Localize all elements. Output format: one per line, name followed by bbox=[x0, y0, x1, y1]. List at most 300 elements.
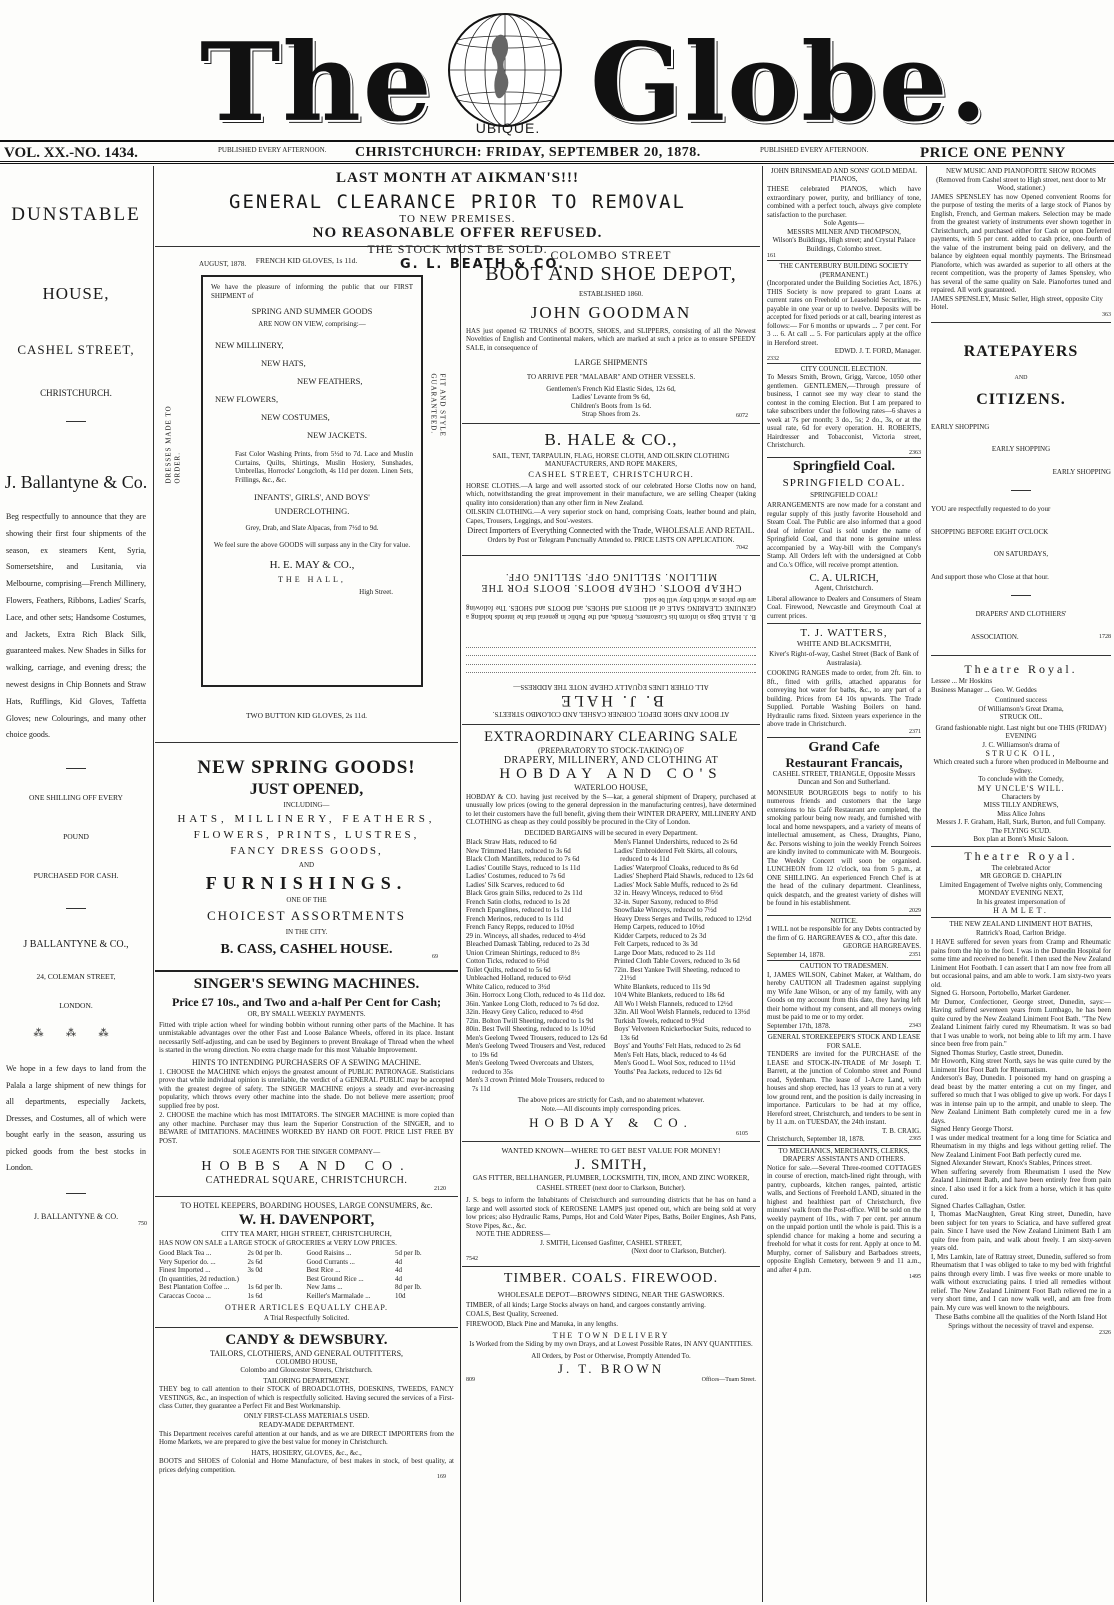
ad-body: HORSE CLOTHS.—A large and well assorted stock of our celebrated Horse Cloths now on hand, which, notwithstanding the great improvement in their manufacture, we are selling Cheaper (taking quality into consideration) than any other firm in New Zealand. bbox=[466, 481, 756, 507]
ad-line: INCLUDING— bbox=[283, 801, 330, 809]
ad-number: 2029 bbox=[909, 907, 921, 914]
ad-number: 1728 bbox=[1099, 633, 1111, 640]
ad-body: FIREWOOD, Black Pine and Manuka, in any lengths. bbox=[466, 1319, 619, 1328]
ad-line: STRUCK OIL. bbox=[999, 713, 1043, 721]
price-row bbox=[159, 1249, 454, 1258]
ad-number: 2326 bbox=[1099, 1330, 1111, 1336]
price-cell: 1s 6d per lb. bbox=[247, 1283, 283, 1291]
ad-heading: COLOMBO STREET bbox=[550, 248, 672, 262]
ad-line: THE STOCK MUST BE SOLD. bbox=[367, 242, 548, 256]
price-cell: Good Raisins ... bbox=[306, 1249, 352, 1257]
hale-ad bbox=[462, 430, 760, 551]
price-list-item: 80in. Best Twill Sheeting, reduced to 1s 10½d bbox=[466, 1025, 596, 1033]
ad-line: Limited Engagement of Twelve nights only, Commencing bbox=[939, 880, 1103, 889]
published-note-right: PUBLISHED EVERY AFTERNOON. bbox=[760, 146, 869, 154]
ad-body: ARRANGEMENTS are now made for a constant and regular supply of this justly favorite Household and Steam Coal. The Public are also informed that a good deal of inferior Coal is sold under the name of Springfield Coal, and that none is genuine unless accompanied by a Way-bill with the Company's Stamp. All Orders left with the undersigned at Cobb and Co.'s Office, will receive prompt attention. bbox=[767, 501, 921, 569]
price-list-item: Snowflake Winceys, reduced to 7½d bbox=[614, 906, 717, 914]
ad-line: HATS, HOSIERY, GLOVES, &c., &c., bbox=[251, 1448, 362, 1457]
price-list-item: Turkish Towels, reduced to 9½d bbox=[614, 1016, 705, 1025]
ad-line: CITY TEA MART, HIGH STREET, CHRISTCHURCH, bbox=[221, 1228, 392, 1238]
ad-line: COLOMBO HOUSE, bbox=[275, 1357, 338, 1366]
ad-heading: TIMBER. COALS. FIREWOOD. bbox=[503, 1270, 719, 1286]
ad-line: Price £7 10s., and Two and a-half Per Cent for Cash; bbox=[171, 995, 442, 1009]
ad-line: NOTE THE ADDRESS— bbox=[476, 1230, 551, 1238]
ad-line: Note.—All discounts imply corresponding prices. bbox=[541, 1104, 681, 1113]
ad-line: (Next door to Clarkson, Butcher). bbox=[631, 1247, 726, 1255]
ad-heading: THE NEW ZEALAND LINIMENT HOT BATHS, bbox=[949, 920, 1093, 928]
price-list-item: French Satin cloths, reduced to 1s 2d bbox=[466, 897, 570, 906]
price-list-item: Ladies' Waterproof Cloaks, reduced to 8s 6d bbox=[614, 863, 739, 872]
ad-number: 363 bbox=[1102, 311, 1111, 318]
hale-inverted-ad bbox=[462, 560, 760, 720]
ad-line: HINTS TO INTENDING PURCHASERS OF A SEWING MACHINE. bbox=[191, 1057, 422, 1067]
price-list-item: 72in. Best Yankee Twill Sheeting, reduced to 21½d bbox=[614, 965, 740, 982]
item-line: NEW HATS, bbox=[261, 358, 306, 368]
ad-line: WHOLESALE DEPOT—BROWN'S SIDING, NEAR THE GASWORKS. bbox=[497, 1289, 725, 1299]
ad-line: Agent, Christchurch. bbox=[814, 584, 874, 592]
column-4 bbox=[764, 166, 924, 1280]
davenport-ad bbox=[155, 1201, 458, 1323]
ad-line: All Orders, by Post or Otherwise, Promptly Attended To. bbox=[531, 1351, 691, 1360]
price-list-item: Ladies' Silk Scarves, reduced to 6d bbox=[466, 880, 565, 889]
firm-name: B. HALE & CO., bbox=[544, 429, 678, 449]
ad-heading: CHEAP BOOTS. CHEAP BOOTS. BOOTS FOR THE MILLION. SELLING OFF. SELLING OFF. bbox=[480, 571, 742, 593]
ad-line: EARLY SHOPPING bbox=[1052, 467, 1111, 476]
ad-line: Children's Boots from 1s 6d. bbox=[570, 401, 652, 410]
ad-line: Which created such a furore when produced in Melbourne and Sydney. bbox=[933, 758, 1109, 775]
ad-body: Mr Howorth, King street North, says he was quite cured by the Liniment Hot Foot Bath for Rheumatism. bbox=[931, 1057, 1111, 1074]
ad-number: 2332 bbox=[767, 355, 779, 362]
price-list-item: 36in. Yankee Long Cloth, reduced to 7s 6d doz. bbox=[466, 999, 600, 1008]
ad-body: THEY beg to call attention to their STOCK of BROADCLOTHS, DOESKINS, TWEEDS, FANCY VESTINGS, &c., an inspection of which is respectfully solicited. Having secured the services of a First-class Cutter, they guarantee a Perfect Fit and Best Workmanship. bbox=[159, 1385, 454, 1410]
ad-line: Colombo and Gloucester Streets, Christchurch. bbox=[240, 1366, 373, 1374]
ad-line: UNDERCLOTHING. bbox=[274, 506, 350, 516]
ad-body: OILSKIN CLOTHING.—A very superior stock on hand, comprising Coats, leather bound and plain, Capes, Trousers, Leggings, and Sou'-westers. bbox=[466, 508, 756, 525]
price-cell: New Jams ... bbox=[306, 1283, 343, 1291]
price-list-item: Boys' Velveteen Knickerbocker Suits, reduced to 13s 6d bbox=[614, 1025, 751, 1042]
ad-number: 750 bbox=[138, 1220, 147, 1227]
ad-body: This Department receives careful attention at our hands, and as we are DIRECT IMPORTERS from the Home Markets, we are prepared to give the best value for money in Christchurch. bbox=[159, 1429, 454, 1446]
price-cell: 5d per lb. bbox=[395, 1249, 422, 1257]
ad-line: ONLY FIRST-CLASS MATERIALS USED. bbox=[243, 1411, 370, 1420]
price-list-item: Men's Geelong Tweed Overcoats and Ulsters, reduced to 35s bbox=[466, 1059, 594, 1076]
price-row bbox=[159, 1258, 454, 1267]
ad-line: Lessee ... Mr Hoskins bbox=[931, 677, 993, 685]
ad-body: 2. CHOOSE the machine which has most IMITATORS. The SINGER MACHINE is more copied than any other machine. Purchaser may thus learn the Superior Construction of the SINGER, and to BEWARE of IMITATIONS. MACHINES WORKED BY HAND OR FOOT. PRICE LIST FREE BY POST. bbox=[159, 1111, 454, 1145]
ad-number: 2371 bbox=[909, 728, 921, 735]
price-list-item: Black Straw Hats, reduced to 6d bbox=[466, 838, 557, 846]
ad-line: LONDON. bbox=[59, 1001, 93, 1011]
price-list-item: Youths' Pea Jackets, reduced to 12s 6d bbox=[614, 1067, 722, 1076]
ad-line: GAS FITTER, BELLHANGER, PLUMBER, LOCKSMITH, TIN, IRON, AND ZINC WORKER, bbox=[472, 1174, 750, 1182]
price-cell: 2s 0d per lb. bbox=[247, 1249, 283, 1257]
ad-line: J. SMITH, Licensed Gasfitter, CASHEL STREET, bbox=[540, 1238, 682, 1247]
ad-line: MY UNCLE'S WILL. bbox=[977, 783, 1065, 793]
column-rule bbox=[762, 166, 763, 1602]
ad-line: Continued success bbox=[995, 696, 1047, 704]
ad-line: Messrs J. F. Graham, Hall, Stark, Burton, and full Company. bbox=[936, 818, 1106, 826]
ad-line: SOLE AGENTS FOR THE SINGER COMPANY— bbox=[232, 1148, 381, 1156]
ad-body: Fitted with triple action wheel for winding bobbin without running other parts of the Machine. It has unmistakable advantages over the other Fast and Loose Balance Wheels, offered in its place. Instant necessarily Self-adjusting, and can be used by Beginners to prevent Breakage of Thread when the wheel is started in the wrong direction. No extra charge made for this most Valuable Improvement. bbox=[159, 1020, 454, 1054]
price-row bbox=[159, 1283, 454, 1292]
ad-body: THESE celebrated PIANOS, which have extraordinary power, purity, and brilliancy of tone, combined with a perfect touch, always give complete satisfaction to the purchaser. bbox=[767, 185, 921, 219]
ad-line: Box plan at Bonn's Music Saloon. bbox=[973, 835, 1069, 843]
ad-heading: NEW MUSIC AND PIANOFORTE SHOW ROOMS bbox=[945, 167, 1097, 175]
ad-body: BOOTS and SHOES of Colonial and Home Manufacture, of best makes in stock, of best quality, at prices defying competition. bbox=[159, 1457, 454, 1474]
price-list-item: Kidder Carpets, reduced to 2s 3d bbox=[614, 931, 707, 940]
column-3 bbox=[462, 244, 760, 1383]
price-cell: 10d bbox=[395, 1291, 406, 1300]
ad-heading: GENERAL CLEARANCE PRIOR TO REMOVAL bbox=[229, 191, 686, 213]
price-list-item: French Epanglines, reduced to 1s 11d bbox=[466, 906, 572, 914]
ad-date: AUGUST, 1878. bbox=[199, 260, 247, 268]
column-rule bbox=[926, 166, 927, 1602]
price-cell: Keiller's Marmalade ... bbox=[306, 1291, 371, 1300]
place-date: CHRISTCHURCH: FRIDAY, SEPTEMBER 20, 1878. bbox=[355, 145, 701, 160]
ad-line: TAILORS, CLOTHIERS, AND GENERAL OUTFITTERS, bbox=[209, 1348, 404, 1358]
firm-name: W. H. DAVENPORT, bbox=[238, 1211, 375, 1228]
ad-heading: CITIZENS. bbox=[976, 390, 1066, 408]
price-list-item: Ladies' Embroidered Felt Skirts, all colours, reduced to 4s 11d bbox=[614, 846, 738, 863]
ad-body: TENDERS are invited for the PURCHASE of the LEASE and STOCK-IN-TRADE of Mr Joseph T. Barrett, at the junction of Colombo street and Pound road, Sydenham. The lease of 1-Acre Land, with houses and shop erected, has 13 years to run at a very low ground rent, and the position is daily increasing in importance. Particulars to be had at my office, Hereford street, Christchurch, and tenders to be sent in by 11 a.m. on TUESDAY, the 24th instant. bbox=[767, 1050, 921, 1126]
ad-body: (Incorporated under the Building Societies Act, 1876.) THIS Society is now prepared to grant Loans at current rates on Freehold or Leasehold Securities, re-payable in one year or up to twelve. Deposits will be accepted for fixed periods or at call, bearing interest as follows:— For 6 months or upwards ... 7 per cent. For 3 ... 6. At call ... 5. For particulars apply at the office in Hereford street. bbox=[767, 279, 921, 347]
ad-line: CATHEDRAL SQUARE, CHRISTCHURCH. bbox=[205, 1174, 408, 1186]
ad-body: HAS just opened 62 TRUNKS of BOOTS, SHOES, and SLIPPERS, consisting of all the Newest Novelties of English and Continental makers, which are marked at such a price as to ensure SPEEDY SALE, in consequence of bbox=[466, 326, 756, 352]
price-list-item: Ladies' Costumes, reduced to 7s 6d bbox=[466, 872, 565, 880]
ad-number: 2365 bbox=[909, 1136, 921, 1142]
price-list bbox=[466, 621, 756, 681]
ad-line: ON SATURDAYS, bbox=[993, 550, 1049, 558]
ad-body: MONSIEUR BOURGEOIS begs to notify to his numerous friends and customers that the large extensions to his Café Restaurant are completed, the smoking parlour being now ready, and furnished with local and home newspapers, and a variety of means of intellectual amusement, as Chess, Draughts, Piano, &c. Persons wishing to join the weekly French Soirees are kindly invited to communicate with M. Bourgeois. The Weekly Concert will soon be organised. LUNCHEON from 12 o'clock, tea from 5 p.m., at ONE SHILLING. An experienced French Chef is at the head of the culinary department. Cleanliness, quick despatch, and the greatest variety of dishes will be found in his establishment. bbox=[767, 788, 921, 907]
price-cell: 2s 6d bbox=[247, 1257, 263, 1266]
ad-heading: Theatre Royal. bbox=[964, 848, 1078, 863]
ad-heading: LAST MONTH AT AIKMAN'S!!! bbox=[336, 170, 579, 186]
price: PRICE ONE PENNY bbox=[920, 145, 1066, 161]
ad-heading: Springfield Coal. bbox=[793, 458, 895, 474]
ad-line: SHOPPING BEFORE EIGHT O'CLOCK bbox=[931, 527, 1049, 536]
price-cell: 1s 6d bbox=[247, 1291, 263, 1300]
ad-body: JAMES SPENSLEY has now Opened convenient Rooms for the purpose of testing the merits of a large stock of Pianos by English, French, and German makers. Selection may be made from the greatest variety of instruments ever shown together in Christchurch, and purchased either for Cash or upon Deferred payments, with 5 per cent. added to cash price, one-fourth of the value of the instrument being paid on delivery, and the balance by eighteen equal monthly payments. The Brinsmead Pianoforte, which was awarded as superior to all others at the recent competition, was the property of James Spensley, who has several of the same quality on Sale. Pianofortes tuned and repaired. All work guaranteed. bbox=[931, 192, 1111, 294]
ad-line: We feel sure the above GOODS will surpass any in the City for value. bbox=[213, 540, 411, 549]
column-rule bbox=[460, 244, 461, 1602]
ad-signature: Signed G. Horsoon, Portobello, Market Gardener. bbox=[931, 989, 1071, 997]
price-list-item: White Blankets, reduced to 11s 9d bbox=[614, 982, 711, 991]
price-list-item: 10/4 White Blankets, reduced to 18s 6d bbox=[614, 991, 725, 999]
ad-number: 2120 bbox=[434, 1185, 446, 1192]
firm-name: B. J. HALE bbox=[558, 692, 664, 709]
dunstable-house-ad bbox=[0, 166, 152, 1227]
ad-line: STRUCK OIL, bbox=[985, 749, 1057, 758]
ad-line: 24, COLEMAN STREET, bbox=[36, 972, 116, 982]
ad-line: HAMLET. bbox=[993, 906, 1049, 915]
price-cell bbox=[248, 1275, 307, 1284]
ad-heading: SPRINGFIELD COAL. bbox=[782, 476, 906, 489]
price-cell: Best Rice ... bbox=[306, 1266, 341, 1274]
ad-body: Fast Color Washing Prints, from 5½d to 7d. Lace and Muslin Curtains, Quilts, Shirtings, Muslin Hosiery, Sunshades, Umbrellas, Horrocks' Longcloth, 4s 11d per dozen. Linen Sets, Frillings, &c., &c. bbox=[235, 450, 413, 484]
ad-number: 161 bbox=[767, 253, 776, 259]
price-list-item bbox=[466, 664, 756, 673]
ad-number: 69 bbox=[432, 954, 438, 960]
price-cell: Good Currants ... bbox=[306, 1257, 355, 1266]
ad-line: To conclude with the Comedy, bbox=[978, 775, 1064, 783]
price-list-item: Large Door Mats, reduced to 2s 11d bbox=[614, 948, 715, 957]
price-list-item: French Merinos, reduced to 1s 11d bbox=[466, 914, 564, 923]
ad-line: EARLY SHOPPING bbox=[931, 422, 990, 431]
volume-number: VOL. XX.-NO. 1434. bbox=[4, 145, 138, 161]
column-5 bbox=[928, 166, 1114, 1336]
price-list-item: Men's 3 crown Printed Mole Trousers, reduced to 7s 11d bbox=[466, 1076, 605, 1093]
ad-line: The above prices are strictly for Cash, and no abatement whatever. bbox=[517, 1096, 705, 1104]
ad-line: PURCHASED FOR CASH. bbox=[33, 871, 119, 881]
ad-body: TIMBER, of all kinds; Large Stocks always on hand, and cargoes constantly arriving. bbox=[466, 1300, 706, 1309]
ad-line: J. C. Williamson's drama of bbox=[982, 740, 1060, 749]
price-list-left bbox=[466, 838, 608, 1093]
ad-line: WHITE AND BLACKSMITH, bbox=[796, 639, 892, 648]
price-list-item: 36in. Horrocx Long Cloth, reduced to 4s 11d doz. bbox=[466, 991, 606, 999]
ad-line: Miss Alice Johns bbox=[997, 809, 1045, 818]
ad-heading: Grand Cafe bbox=[808, 739, 880, 755]
ad-heading: GENERAL STOREKEEPER'S STOCK AND LEASE FOR SALE. bbox=[767, 1033, 921, 1050]
title-globe: Globe. bbox=[590, 20, 990, 146]
price-cell: 4d bbox=[395, 1274, 402, 1283]
ad-line: Of Williamson's Great Drama, bbox=[978, 704, 1064, 713]
price-list-item: 32 in. Heavy Winceys, reduced to 6½d bbox=[614, 889, 723, 897]
ad-line: High Street. bbox=[359, 588, 393, 596]
price-list-item: Men's Flannel Undershirts, reduced to 2s 6d bbox=[614, 838, 738, 846]
ad-line: OR, BY SMALL WEEKLY PAYMENTS. bbox=[247, 1010, 366, 1018]
item-line: NEW COSTUMES, bbox=[261, 412, 330, 422]
ad-body: I was under medical treatment for a long time for Sciatica and Rheumatism in my thighs and legs without getting relief. The New Zealand Liniment Foot Bath perfectly cured me. bbox=[931, 1133, 1111, 1159]
ad-heading: CANDY & DEWSBURY. bbox=[225, 1331, 388, 1348]
ad-signature: JAMES SPENSLEY, Music Seller, High street, opposite City Hotel. bbox=[931, 294, 1103, 311]
price-list-item: Union Crimean Shirtings, reduced to 8½ bbox=[466, 948, 580, 957]
price-list-item: Heavy Dress Serges and Twills, reduced to 12½d bbox=[614, 914, 752, 923]
ad-line: Strap Shoes from 2s. bbox=[581, 410, 641, 418]
ad-heading: CAUTION TO TRADESMEN. bbox=[799, 962, 889, 970]
ad-heading: RATEPAYERS bbox=[963, 342, 1079, 360]
ad-heading: Theatre Royal. bbox=[964, 662, 1078, 676]
globe-icon bbox=[445, 10, 565, 130]
firm-name: C. A. ULRICH, bbox=[809, 572, 879, 584]
ad-signature: EDWD. J. T. FORD, Manager. bbox=[834, 347, 921, 355]
ad-line: Wilson's Buildings, High street; and Crystal Palace Buildings, Colombo street. bbox=[772, 236, 916, 253]
side-text: DRESSES MADE TO ORDER. bbox=[164, 405, 181, 484]
ad-line: TO NEW PREMISES. bbox=[399, 213, 516, 225]
firm-name: T. J. WATTERS, bbox=[800, 627, 888, 639]
price-row bbox=[159, 1266, 454, 1275]
price-cell: Best Plantation Coffee ... bbox=[159, 1283, 230, 1291]
firm-name: JOHN GOODMAN bbox=[530, 302, 692, 322]
ad-body: We have the pleasure of informing the public that our FIRST SHIPMENT of bbox=[211, 283, 413, 300]
ad-line: MR GEORGE D. CHAPLIN bbox=[980, 872, 1062, 880]
ad-date: Christchurch, September 18, 1878. bbox=[767, 1135, 865, 1143]
ad-line: FRENCH KID GLOVES, 1s 11d. bbox=[255, 256, 358, 265]
ad-body: I HAVE suffered for seven years from Cramp and Rheumatic pains from the hip to the foot. I was in the Dunedin Hospital for some time and received no benefit. I then used the New Zealand Liniment Hot Footbath. I can assert that I am now free from all but occasional pains, and am able to work. I am sixty-two years old. bbox=[931, 938, 1111, 989]
ad-heading: NOTICE. bbox=[830, 916, 858, 925]
ad-body: HAS NOW ON SALE a LARGE STOCK of GROCERIES at VERY LOW PRICES. bbox=[159, 1238, 397, 1247]
column-rule bbox=[153, 166, 154, 1602]
masthead bbox=[0, 0, 1114, 150]
ad-line: ESTABLISHED 1860. bbox=[579, 290, 643, 298]
price-list-item: French Fancy Repps, reduced to 10½d bbox=[466, 923, 574, 931]
brown-ad bbox=[462, 1271, 760, 1384]
ad-date: September 14, 1878. bbox=[767, 950, 825, 959]
singer-ad bbox=[155, 976, 458, 1192]
ad-heading: JUST OPENED, bbox=[249, 781, 364, 798]
ad-heading: DUNSTABLE bbox=[11, 204, 141, 225]
price-cell: 4d bbox=[395, 1257, 402, 1266]
item-line: NEW FLOWERS, bbox=[215, 394, 279, 404]
ad-heading: NEW SPRING GOODS! bbox=[197, 757, 416, 778]
price-list-item: Men's Geelong Tweed Trousers, reduced to 12s 6d bbox=[466, 1033, 608, 1042]
candy-dewsbury-ad bbox=[155, 1332, 458, 1481]
ornament: ⁂ ⁂ ⁂ bbox=[33, 1028, 119, 1040]
price-list-item bbox=[466, 672, 756, 681]
ad-line: TAILORING DEPARTMENT. bbox=[263, 1376, 350, 1385]
price-list-item: Printed Cloth Table Covers, reduced to 3s 6d bbox=[614, 957, 740, 965]
ad-number: 169 bbox=[437, 1474, 446, 1480]
price-list-item: 72in. Bolton Twill Sheeting, reduced to 1s 9d bbox=[466, 1016, 594, 1025]
ad-signature: Signed Thomas Sturley, Castle street, Dunedin. bbox=[931, 1048, 1064, 1057]
ad-line: IN THE CITY. bbox=[285, 928, 328, 936]
ad-line: SPRINGFIELD COAL! bbox=[810, 490, 878, 499]
title-the: The bbox=[200, 20, 434, 146]
ad-line: LARGE SHIPMENTS bbox=[574, 358, 648, 367]
ad-body: I WILL not be responsible for any Debts contracted by the firm of G. HARGREAVES & CO., after this date. bbox=[767, 925, 921, 942]
ad-body: COOKING RANGES made to order, from 2ft. 6in. to 8ft., fitted with grills, attached apparatus for conveying hot water for baths, &c., to any part of a building. Prices from £4 10s upwards. The Trade Supplied. Portable Washing Boilers on hand. Hydraulic rams fixed. Sixteen years experience in the above trade in Christchurch. bbox=[767, 669, 921, 728]
price-list-right bbox=[614, 838, 756, 1093]
firm-name: MESSRS MILNER AND THOMPSON, bbox=[787, 227, 901, 236]
ad-line: HATS, MILLINERY, FEATHERS, bbox=[177, 813, 436, 825]
price-list-item: Cotton Ticks, reduced to 6½d bbox=[466, 957, 549, 965]
cass-ad bbox=[155, 747, 458, 960]
ad-heading: CHRISTCHURCH. bbox=[40, 388, 112, 398]
ad-line: The FLYING SCUD. bbox=[991, 826, 1051, 835]
ad-line: ASSOCIATION. bbox=[971, 632, 1019, 641]
price-cell: 8d per lb. bbox=[395, 1283, 422, 1291]
ad-line: Ladies' Levante from 9s 6d, bbox=[571, 393, 651, 401]
item-line: NEW FEATHERS, bbox=[297, 376, 363, 386]
ad-body: We hope in a few days to land from the Palala a large shipment of new things for all departments, especially Jackets, Dresses, and Costumes, all of which were bought early in the season, assuring us picked goods from the best stocks in London. bbox=[6, 1064, 146, 1173]
dateline bbox=[0, 140, 1114, 164]
ad-line: Kiver's Right-of-way, Cashel Street (Back of Bank of Australasia). bbox=[769, 650, 919, 667]
ad-line: Offices—Tuam Street. bbox=[701, 1377, 756, 1383]
ad-line: WATERLOO HOUSE, bbox=[574, 782, 648, 792]
ad-line: Sole Agents— bbox=[823, 219, 865, 227]
firm-name: G. L. BEATH & CO. bbox=[400, 257, 566, 272]
ad-heading: EXTRAORDINARY CLEARING SALE bbox=[484, 728, 738, 745]
column-2 bbox=[155, 244, 458, 1480]
ad-heading: CITY COUNCIL ELECTION. bbox=[800, 364, 888, 373]
ad-signature: GEORGE HARGREAVES. bbox=[842, 942, 921, 950]
ad-line: FLOWERS, PRINTS, LUSTRES, bbox=[193, 829, 420, 841]
ad-signature: Signed Charles Callaghan, Ostler. bbox=[931, 1201, 1026, 1210]
price-cell: Very Superior do. ... bbox=[159, 1257, 216, 1266]
ad-line: AND bbox=[298, 861, 315, 869]
ad-line: A Trial Respectfully Solicited. bbox=[263, 1314, 350, 1322]
price-list-item bbox=[466, 655, 756, 664]
ad-number: 6072 bbox=[736, 412, 748, 419]
ad-signature: Signed Alexander Stewart, Knox's Stables, Princes street. bbox=[931, 1159, 1092, 1167]
ad-body: Beg respectfully to announce that they are showing their first four shipments of the season, ex steamers Kent, Syria, Somersetshire, and Lusitania, via Melbourne, comprising—French Millinery, Flowers, Feathers, Ribbons, Ladies' Scarfs, Lace, and other sets; Handsome Costumes, and Jackets, Extra Rich Black Silk, guaranteed makes. New Shades in Silks for walking, carriage, and evening dress; the newest designs in Chip Bonnets and Straw Hats, Rufflings, Kid Gloves, Taffetta Gloves; new Colourings, and many other choice goods. bbox=[6, 512, 146, 740]
motto: UBIQUE. bbox=[475, 120, 541, 136]
ad-line: POUND bbox=[63, 832, 89, 842]
ad-line: ONE OF THE bbox=[286, 896, 327, 904]
price-list-item: Black Gros grain Silks, reduced to 2s 11d bbox=[466, 889, 583, 897]
ad-line: TO HOTEL KEEPERS, BOARDING HOUSES, LARGE CONSUMERS, &c. bbox=[180, 1200, 433, 1210]
firm-name: J BALLANTYNE & CO., bbox=[23, 939, 129, 951]
ad-line: THE HALL, bbox=[278, 575, 346, 584]
price-list-item: 29 in. Winceys, all shades, reduced to 4½d bbox=[466, 931, 586, 940]
ad-line: ARE NOW ON VIEW, comprising:— bbox=[258, 320, 366, 328]
price-list-item: Hemp Carpets, reduced to 10½d bbox=[614, 923, 705, 931]
ad-heading: NO REASONABLE OFFER REFUSED. bbox=[312, 225, 603, 241]
published-note-left: PUBLISHED EVERY AFTERNOON. bbox=[218, 146, 327, 154]
price-list-item: Men's Good L. Wool Sox, reduced to 11½d bbox=[614, 1059, 736, 1067]
price-list-item: Bleached Damask Tabling, reduced to 2s 3d bbox=[466, 940, 590, 948]
firm-name: J. Ballantyne & Co. bbox=[4, 472, 148, 492]
side-text: FIT AND STYLE GUARANTEED. bbox=[430, 373, 447, 437]
ad-heading: BOOT AND SHOE DEPOT, bbox=[485, 263, 737, 285]
ad-line: Grey, Drab, and Slate Alpacas, from 7½d to 9d. bbox=[245, 524, 379, 532]
price-list-item: Boys' and Youths' Felt Hats, reduced to 2s 6d bbox=[614, 1042, 741, 1050]
ad-line: TWO BUTTON KID GLOVES, 2s 11d. bbox=[245, 711, 368, 720]
ad-body: Mr Dumor, Confectioner, George street, Dunedin, says:—Having suffered seventeen years from Lumbago, he has been quite cured by the New Zealand Liniment Foot Bath. "The New Zealand Liniment fairly cured my Rheumatism. It was so bad that I was unable to work, not being able to lift my arm. I have since been free from pain." bbox=[931, 997, 1111, 1048]
firm-name: J. SMITH, bbox=[574, 1157, 648, 1173]
ad-line: AND bbox=[1014, 374, 1028, 381]
firm-name: B. CASS, CASHEL HOUSE. bbox=[220, 942, 393, 957]
price-cell: (In quantities, 2d reduction.) bbox=[159, 1274, 239, 1283]
ad-body: I, Thomas MacNaughten, Great King street, Dunedin, have been subject for ten years to Sciatica, and have suffered great pain. Since I have used the New Zealand Liniment Bath I am quite free from pain, and walk about freely. I am sixty-seven years old. bbox=[931, 1210, 1111, 1252]
ad-line: These Baths combine all the qualities of the North Island Hot Springs without the necessity of travel and expense. bbox=[935, 1313, 1107, 1330]
may-ad-box bbox=[201, 275, 423, 687]
ad-heading: JOHN BRINSMEAD AND SONS' GOLD MEDAL PIANOS, bbox=[770, 167, 918, 183]
ad-line: DRAPERS' AND CLOTHIERS' bbox=[975, 610, 1067, 618]
ad-line: THE TOWN DELIVERY bbox=[552, 1331, 670, 1340]
ad-line: AT BOOT AND SHOE DEPOT, CORNER CASHEL AND COLOMBO STREETS. bbox=[492, 709, 730, 718]
hobday-ad bbox=[462, 729, 760, 1138]
ad-body: J. S. begs to inform the Inhabitants of Christchurch and surrounding districts that he has on hand a large and well assorted stock of KEROSENE LAMPS just opened out, which are being sold at very low prices; also Hydraulic Rams, Pumps, Hot and Cold Water Pipes, Baths, Boiler Engines, Ash Pans, Stove Pipes, &c., &c. bbox=[466, 1196, 756, 1230]
ad-number: 1495 bbox=[909, 1274, 921, 1280]
ad-line: And support those who Close at that hour. bbox=[931, 572, 1049, 581]
price-cell: 3s 0d bbox=[247, 1266, 263, 1274]
ad-heading: HOUSE, bbox=[42, 284, 110, 303]
ad-line: The celebrated Actor bbox=[991, 863, 1051, 872]
ad-number: 809 bbox=[466, 1377, 475, 1383]
price-cell: Good Black Tea ... bbox=[159, 1249, 212, 1257]
ad-body: I, JAMES WILSON, Cabinet Maker, at Waltham, do hereby CAUTION all Tradesmen against supplying my Wife Jane Wilson, or any of my family, with any Goods on my account from this date, they having left their home without my consent, and all moneys owing must be paid to me or to my order. bbox=[767, 970, 921, 1021]
ad-line: SPRING AND SUMMER GOODS bbox=[251, 306, 373, 316]
smith-ad bbox=[462, 1146, 760, 1262]
ad-line: Gentlemen's French Kid Elastic Sides, 12s 6d, bbox=[546, 384, 676, 393]
ad-body: COALS, Best Quality, Screened. bbox=[466, 1310, 559, 1318]
ad-signature: Signed Henry George Thorst. bbox=[931, 1125, 1014, 1133]
ad-line: READY-MADE DEPARTMENT. bbox=[258, 1421, 355, 1429]
ad-line: EARLY SHOPPING bbox=[991, 445, 1051, 453]
ad-signature: T. B. CRAIG. bbox=[882, 1126, 921, 1135]
ad-line: TO ARRIVE PER "MALABAR" AND OTHER VESSELS. bbox=[526, 373, 696, 381]
price-list-item: 32in. Heavy Grey Calico, reduced to 4½d bbox=[466, 1008, 583, 1016]
ad-line: FANCY DRESS GOODS, bbox=[230, 845, 383, 857]
ad-line: Orders by Post or Telegram Punctually Attended to. PRICE LISTS ON APPLICATION. bbox=[487, 536, 735, 544]
ad-number: 2363 bbox=[909, 449, 921, 456]
ad-line: Business Manager ... Geo. W. Geddes bbox=[931, 685, 1037, 694]
ad-line: YOU are respectfully requested to do your bbox=[931, 505, 1051, 513]
price-list-item: All Wo l Welsh Flannels, reduced to 12½d bbox=[614, 999, 733, 1008]
price-table bbox=[159, 1249, 454, 1300]
ad-heading: TO MECHANICS, MERCHANTS, CLERKS, DRAPERS' ASSISTANTS AND OTHERS. bbox=[778, 1146, 910, 1163]
price-row bbox=[159, 1275, 454, 1284]
